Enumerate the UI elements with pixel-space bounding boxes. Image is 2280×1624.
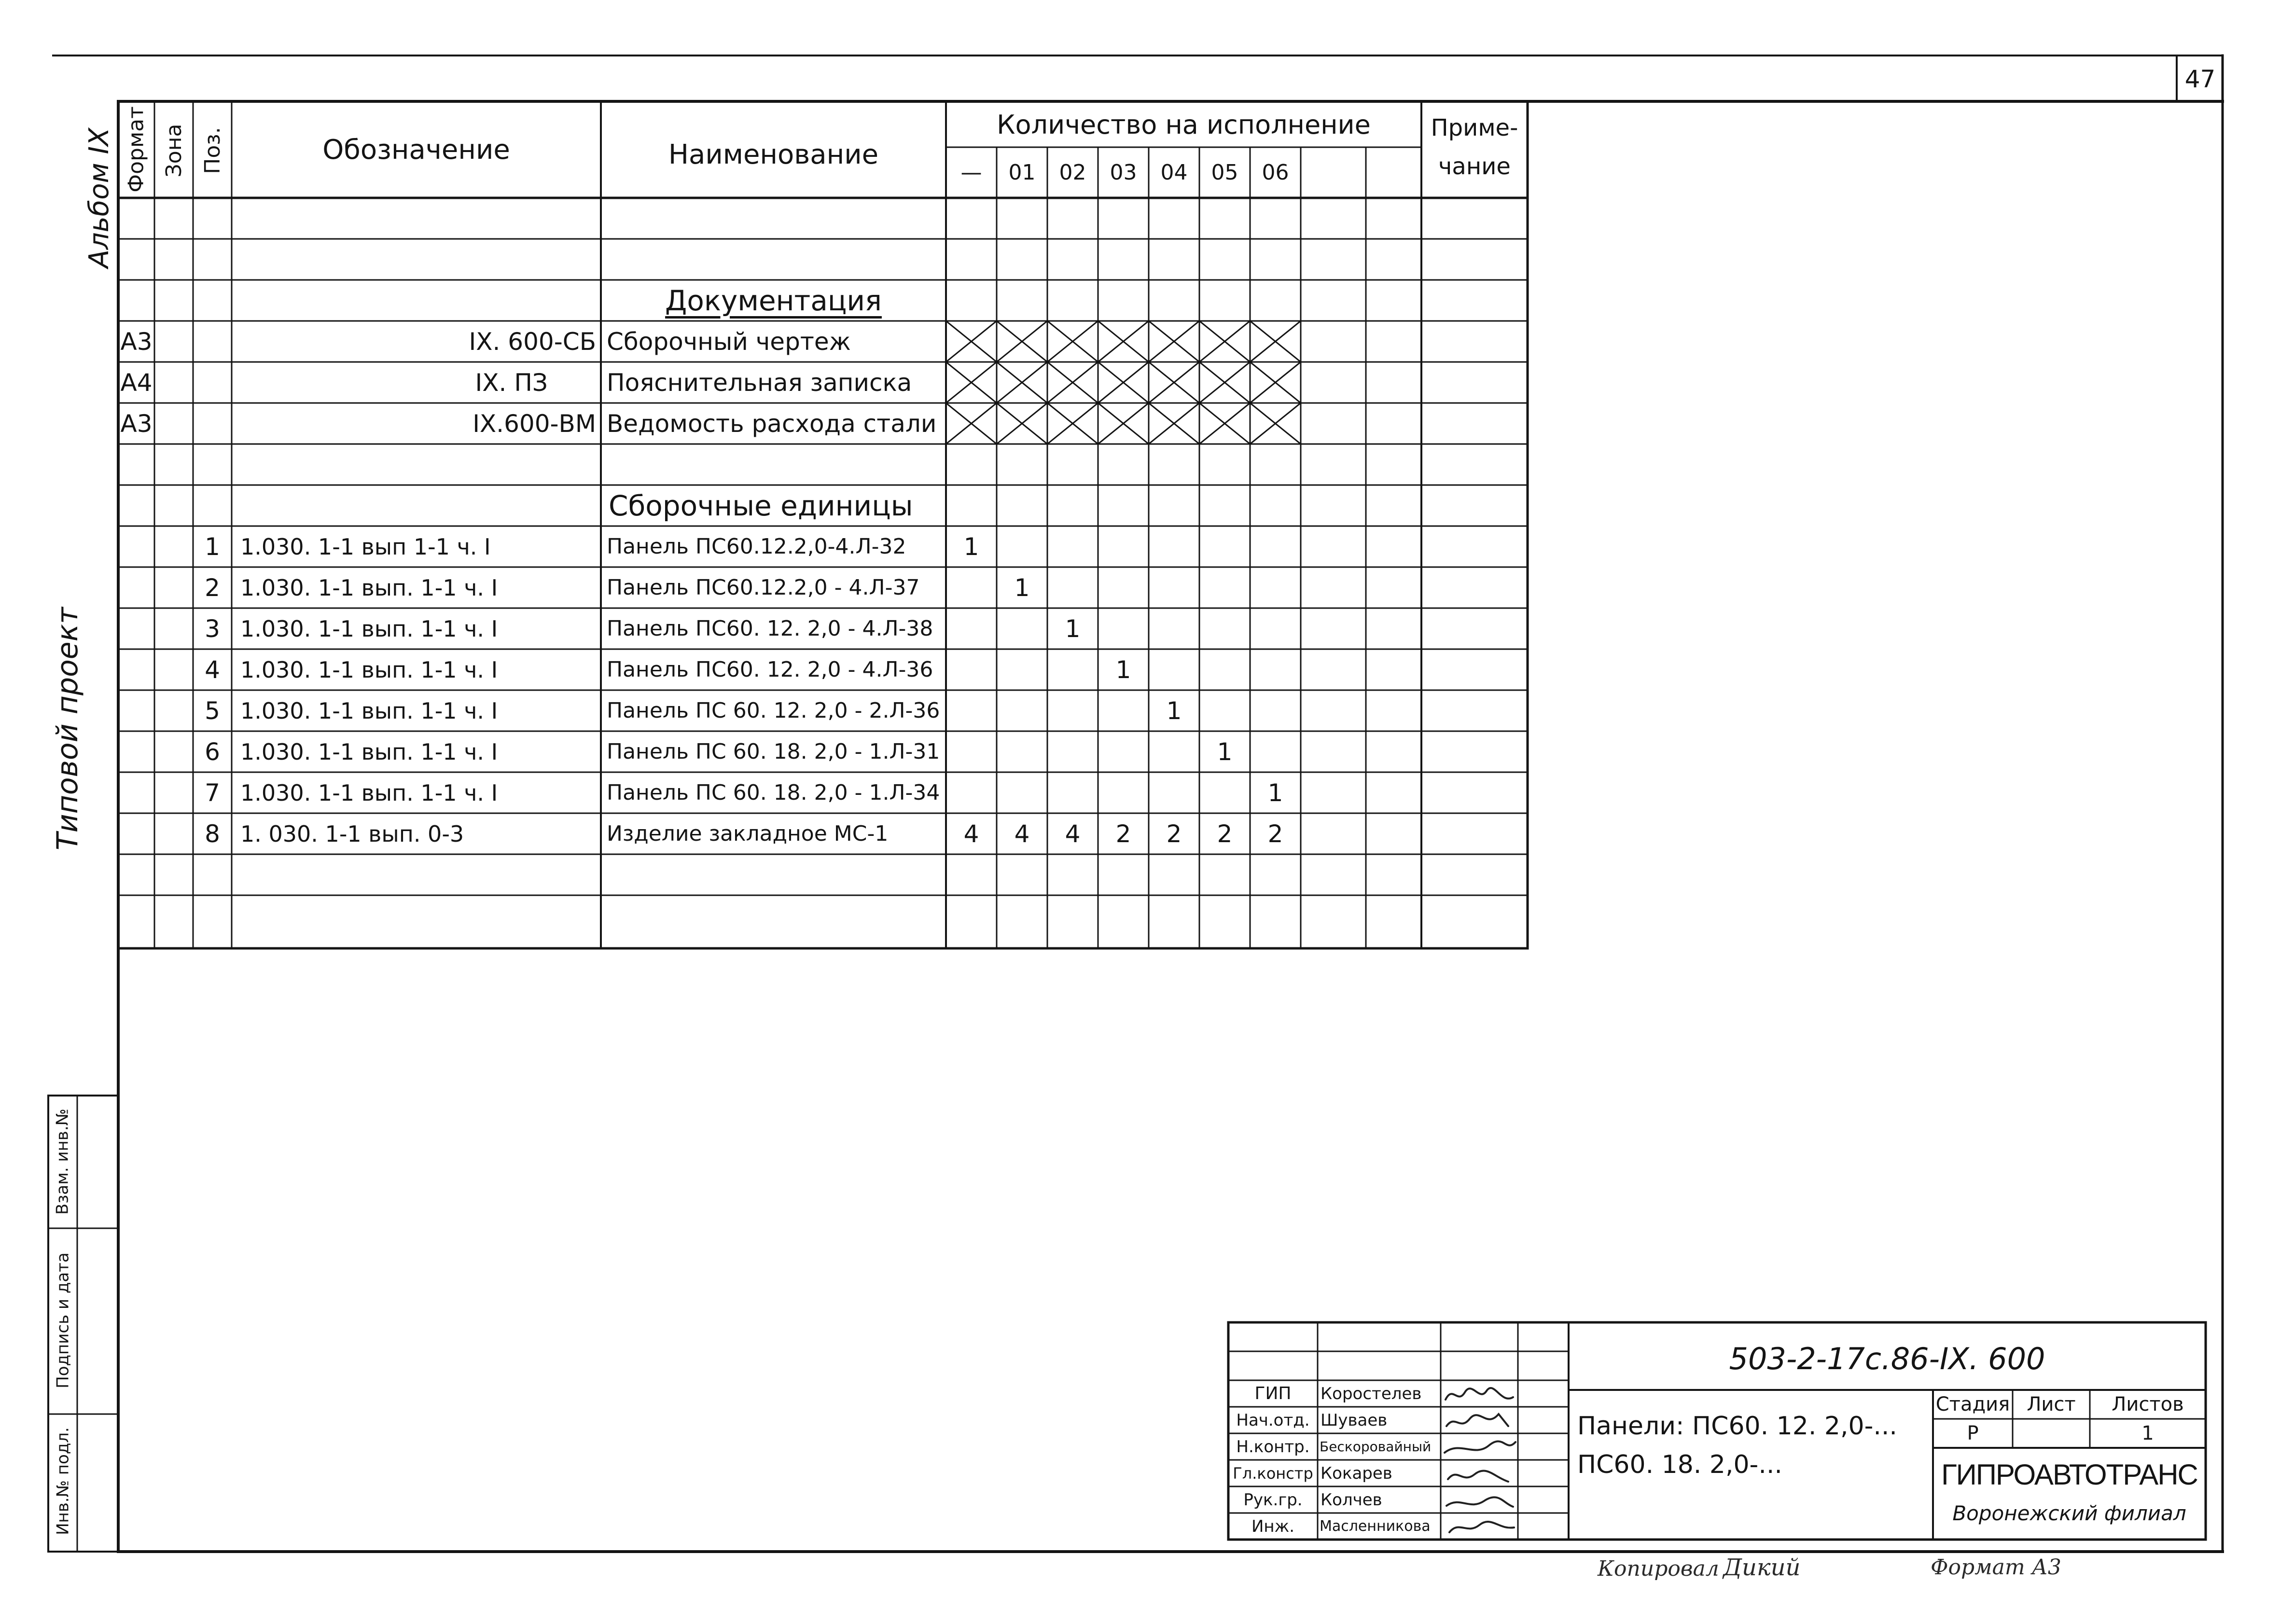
project-type-label: Типовой проект	[51, 607, 84, 850]
qty-cell: 1	[1065, 614, 1081, 643]
assembly-designation: 1.030. 1-1 вып. 1-1 ч. I	[240, 779, 498, 806]
qty-cell	[1047, 731, 1098, 772]
qty-cell	[997, 608, 1047, 649]
qty-cell	[1250, 567, 1301, 608]
header-designation: Обозначение	[322, 134, 510, 166]
assembly-name: Панель ПС 60. 12. 2,0 - 2.Л-36	[607, 698, 940, 723]
assembly-designation: 1.030. 1-1 вып. 1-1 ч. I	[240, 697, 498, 724]
qty-cell	[1149, 772, 1199, 813]
signer-name: Бескоровайный	[1320, 1439, 1432, 1455]
qty-cell	[1149, 608, 1199, 649]
organization-branch: Воронежский филиал	[1952, 1501, 2186, 1525]
signature-scribble	[1448, 1471, 1508, 1482]
qty-cell	[946, 567, 997, 608]
signature-scribble	[1445, 1441, 1515, 1453]
qty-cell	[1149, 649, 1199, 690]
doc-name: Пояснительная записка	[607, 368, 912, 397]
assembly-pos: 2	[205, 573, 220, 602]
qty-cell: 2	[1217, 819, 1233, 848]
qty-col-header	[1366, 147, 1421, 198]
qty-cell	[1098, 731, 1149, 772]
qty-cell	[1199, 690, 1250, 731]
assembly-name: Панель ПС60. 12. 2,0 - 4.Л-38	[607, 616, 933, 641]
header-quantity-title: Количество на исполнение	[997, 109, 1371, 140]
section-documentation: Документация	[665, 284, 882, 317]
qty-cell	[1199, 567, 1250, 608]
qty-cell	[1047, 772, 1098, 813]
qty-cell: 4	[1014, 819, 1030, 848]
assembly-pos: 5	[205, 696, 220, 725]
signer-name: Шуваев	[1321, 1410, 1388, 1430]
assembly-designation: 1. 030. 1-1 вып. 0-3	[240, 820, 464, 847]
qty-cell: 2	[1166, 819, 1182, 848]
header-note-line1: Приме-	[1431, 114, 1518, 141]
qty-cell: 1	[1115, 655, 1131, 684]
assembly-designation: 1.030. 1-1 вып. 1-1 ч. I	[240, 656, 498, 683]
qty-col-header: 02	[1059, 160, 1086, 185]
qty-cell	[1149, 567, 1199, 608]
header-note-line2: чание	[1438, 153, 1511, 180]
assembly-designation: 1.030. 1-1 вып. 1-1 ч. I	[240, 738, 498, 765]
assembly-pos: 6	[205, 737, 220, 766]
qty-cell: 1	[1166, 696, 1182, 725]
signature-scribble	[1446, 1388, 1513, 1400]
qty-cell	[946, 772, 997, 813]
document-code: 503-2-17с.86-IX. 600	[1729, 1341, 2045, 1376]
assembly-name: Панель ПС 60. 18. 2,0 - 1.Л-31	[607, 739, 940, 764]
assembly-designation: 1.030. 1-1 вып 1-1 ч. I	[240, 533, 491, 560]
assembly-pos: 1	[205, 532, 220, 561]
doc-format: A3	[120, 327, 153, 356]
qty-col-header: 05	[1211, 160, 1238, 185]
qty-col-header: 01	[1008, 160, 1036, 185]
assembly-pos: 3	[205, 614, 220, 643]
assembly-pos: 4	[205, 655, 220, 684]
stamp-inventory-label: Инв.№ подл.	[53, 1427, 73, 1535]
doc-name: Ведомость расхода стали	[607, 409, 937, 438]
qty-cell	[1149, 731, 1199, 772]
qty-cell	[997, 772, 1047, 813]
qty-cell: 1	[963, 532, 979, 561]
assembly-name: Панель ПС 60. 18. 2,0 - 1.Л-34	[607, 780, 940, 805]
sheets-header: Листов	[2112, 1393, 2184, 1416]
qty-cell	[1047, 567, 1098, 608]
qty-cell: 2	[1267, 819, 1283, 848]
signer-name: Кокарев	[1321, 1463, 1392, 1483]
stamp-replacement-label: Взам. инв.№	[53, 1108, 72, 1215]
qty-cell	[1098, 772, 1149, 813]
role-label: Рук.гр.	[1243, 1490, 1303, 1510]
doc-format: A3	[120, 409, 153, 438]
qty-cell	[1250, 690, 1301, 731]
qty-col-header: 04	[1160, 160, 1188, 185]
qty-cell	[997, 690, 1047, 731]
assembly-name: Изделие закладное МС-1	[607, 821, 889, 846]
assembly-name: Панель ПС60. 12. 2,0 - 4.Л-36	[607, 657, 933, 682]
signer-name: Колчев	[1321, 1490, 1382, 1510]
qty-cell	[1250, 649, 1301, 690]
role-label: Нач.отд.	[1236, 1410, 1310, 1430]
stamp-signature-date-label: Подпись и дата	[53, 1252, 73, 1388]
qty-cell	[1098, 608, 1149, 649]
role-label: Гл.констр	[1233, 1464, 1313, 1483]
copied-by-signature: Дикий	[1723, 1554, 1801, 1581]
copied-by-label: Копировал	[1598, 1556, 1719, 1581]
album-label: Альбом IX	[83, 127, 115, 268]
qty-cell	[1199, 526, 1250, 567]
signer-name: Масленникова	[1320, 1518, 1431, 1535]
stage-header: Стадия	[1935, 1393, 2010, 1416]
assembly-designation: 1.030. 1-1 вып. 1-1 ч. I	[240, 615, 498, 642]
signature-scribble	[1446, 1414, 1508, 1426]
qty-cell	[1149, 526, 1199, 567]
assembly-name: Панель ПС60.12.2,0 - 4.Л-37	[607, 575, 920, 600]
role-label: Н.контр.	[1236, 1437, 1310, 1457]
qty-cell	[946, 690, 997, 731]
qty-cell	[997, 649, 1047, 690]
qty-cell	[1047, 526, 1098, 567]
qty-cell	[1250, 526, 1301, 567]
sheet-number: 47	[2184, 65, 2216, 93]
qty-cell	[946, 649, 997, 690]
format-label: Формат А3	[1931, 1555, 2061, 1580]
signer-name: Коростелев	[1321, 1384, 1422, 1403]
title-line-1: Панели: ПС60. 12. 2,0-...	[1577, 1412, 1897, 1441]
assembly-pos: 8	[205, 819, 220, 848]
sheet-value	[2013, 1419, 2090, 1448]
role-label: ГИП	[1254, 1384, 1292, 1403]
qty-cell: 1	[1217, 737, 1233, 766]
assembly-name: Панель ПС60.12.2,0-4.Л-32	[607, 534, 906, 559]
role-label: Инж.	[1251, 1516, 1295, 1536]
header-position: Поз.	[200, 127, 225, 174]
qty-cell	[946, 731, 997, 772]
doc-designation: IX. ПЗ	[475, 368, 548, 397]
signature-scribbles	[1441, 1380, 1518, 1540]
qty-cell: 1	[1267, 778, 1283, 807]
doc-designation: IX.600-ВМ	[473, 409, 596, 438]
doc-name: Сборочный чертеж	[607, 327, 851, 356]
qty-cell: 4	[963, 819, 979, 848]
qty-cell	[1199, 649, 1250, 690]
assembly-pos: 7	[205, 778, 220, 807]
sheets-value: 1	[2141, 1422, 2154, 1444]
qty-col-header: 03	[1110, 160, 1137, 185]
qty-col-header: —	[960, 160, 982, 185]
header-name: Наименование	[668, 139, 879, 170]
sheet-header: Лист	[2027, 1393, 2076, 1416]
qty-cell	[1199, 608, 1250, 649]
qty-col-header	[1301, 147, 1366, 198]
header-format: Формат	[124, 106, 149, 193]
qty-cell: 2	[1115, 819, 1131, 848]
qty-cell	[997, 731, 1047, 772]
qty-cell: 4	[1065, 819, 1081, 848]
qty-cell	[1098, 526, 1149, 567]
qty-cell	[1047, 690, 1098, 731]
doc-format: A4	[120, 368, 153, 397]
qty-cell	[946, 608, 997, 649]
qty-col-header: 06	[1262, 160, 1289, 185]
qty-cell	[1098, 690, 1149, 731]
qty-cell	[1250, 731, 1301, 772]
signature-scribble	[1446, 1497, 1513, 1507]
qty-cell: 1	[1014, 573, 1030, 602]
qty-cell	[1047, 649, 1098, 690]
header-zone: Зона	[161, 124, 186, 178]
qty-cell	[1250, 608, 1301, 649]
section-assembly-units: Сборочные единицы	[609, 489, 913, 522]
title-line-2: ПС60. 18. 2,0-...	[1577, 1450, 1782, 1479]
qty-cell	[997, 526, 1047, 567]
qty-cell	[1199, 772, 1250, 813]
stage-value: Р	[1967, 1422, 1979, 1444]
signature-scribble	[1449, 1522, 1514, 1532]
assembly-designation: 1.030. 1-1 вып. 1-1 ч. I	[240, 574, 498, 601]
organization-name: ГИПРОАВТОТРАНС	[1941, 1458, 2197, 1491]
doc-designation: IX. 600-СБ	[469, 327, 596, 356]
qty-cell	[1098, 567, 1149, 608]
